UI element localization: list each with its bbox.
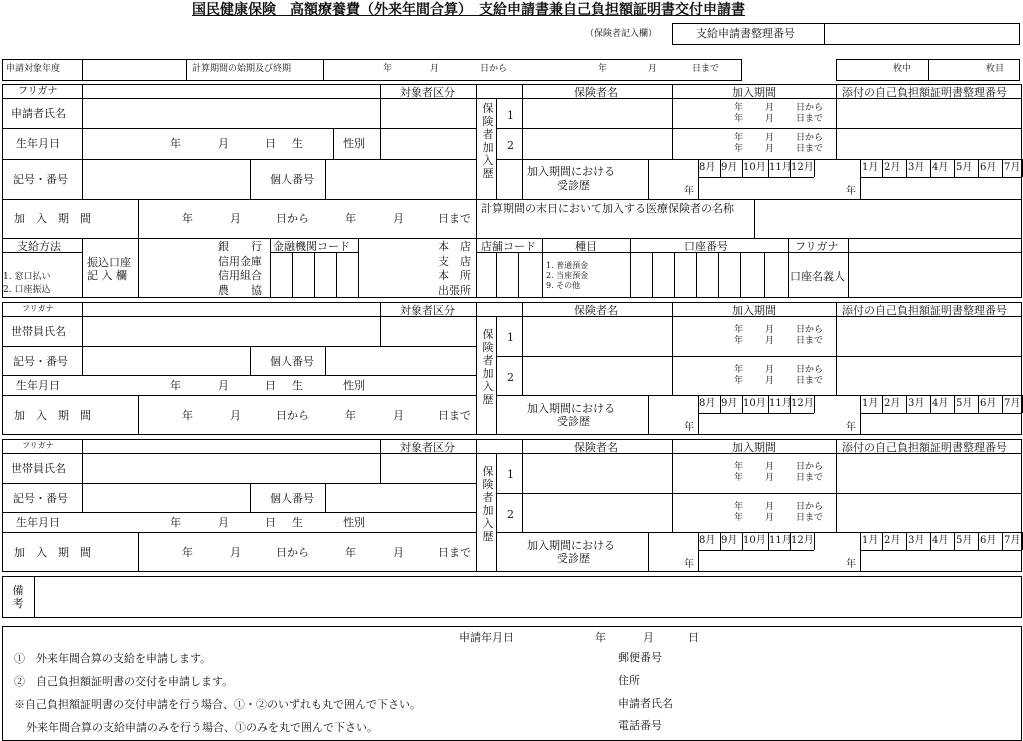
month-label: 9月 xyxy=(721,535,738,546)
birth-sei: 生 xyxy=(292,137,303,150)
m1-row-no-2: 2 xyxy=(507,371,514,384)
period-gatsu2: 月 xyxy=(648,64,658,74)
m1-kanyu-label: 加 入 期 間 xyxy=(14,409,91,422)
hoken-vertical-1: 保険者加入歴 xyxy=(482,102,494,180)
month-check-cell[interactable] xyxy=(769,179,789,197)
month-label: 9月 xyxy=(721,398,738,409)
m1-shinryo-1: 加入期間における xyxy=(527,402,615,415)
grid-nen-left: 年 xyxy=(684,422,694,433)
month-check-cell[interactable] xyxy=(980,415,1000,433)
m2-shinryo-1: 加入期間における xyxy=(527,539,615,552)
k1-made: 日まで xyxy=(796,114,824,124)
m2k2-nen: 年 xyxy=(734,502,744,512)
m1-birth-sei: 生 xyxy=(292,379,303,392)
koza-label: 口座番号 xyxy=(684,240,728,253)
bank-label: 銀 行 xyxy=(218,240,262,253)
k2-gatsu-b: 月 xyxy=(765,144,775,154)
item1[interactable]: ① 外来年間合算の支給を申請します。 xyxy=(14,652,212,665)
m2-birth-hi: 日 xyxy=(265,516,276,529)
month-label: 9月 xyxy=(721,162,738,173)
month-label: 10月 xyxy=(743,162,766,173)
shinryo-label-1: 加入期間における xyxy=(527,165,615,178)
m1-birth-hi: 日 xyxy=(265,379,276,392)
m2k2-made: 日まで xyxy=(796,513,824,523)
hoken-vertical-3: 保険者加入歴 xyxy=(482,465,494,543)
date-nen: 年 xyxy=(595,631,606,644)
m1-kanyu-kikan-label: 加入期間 xyxy=(732,304,776,317)
m1k1-nen: 年 xyxy=(734,325,744,335)
m2-birth-nen: 年 xyxy=(170,516,181,529)
month-check-cell[interactable] xyxy=(791,552,811,570)
kanyu-kikan-label: 加入期間 xyxy=(732,86,776,99)
month-label: 11月 xyxy=(769,162,792,173)
month-label: 2月 xyxy=(884,162,901,173)
month-check-cell[interactable] xyxy=(908,179,928,197)
m1k1-nen-b: 年 xyxy=(734,336,744,346)
insurer-note: （保険者記入欄） xyxy=(585,29,658,39)
month-check-cell[interactable] xyxy=(932,179,952,197)
m2k2-gatsu-b: 月 xyxy=(765,513,775,523)
month-label: 4月 xyxy=(932,398,949,409)
k1-nen-b: 年 xyxy=(734,114,744,124)
tenpu-label: 添付の自己負担額証明書整理番号 xyxy=(842,86,1007,99)
kikan-code-label: 金融機関コード xyxy=(273,240,350,253)
m2k1-gatsu-b: 月 xyxy=(765,473,775,483)
shumoku-label: 種目 xyxy=(575,240,597,253)
m1k2-made: 日まで xyxy=(796,376,824,386)
month-check-cell[interactable] xyxy=(862,415,882,433)
month-label: 6月 xyxy=(980,535,997,546)
m1-taisho-label: 対象者区分 xyxy=(400,304,455,317)
m2-birth-gatsu: 月 xyxy=(218,516,229,529)
month-label: 2月 xyxy=(884,398,901,409)
kanyu-gatsu2: 月 xyxy=(393,212,404,225)
month-label: 8月 xyxy=(699,162,716,173)
month-label: 7月 xyxy=(1004,398,1021,409)
month-label: 2月 xyxy=(884,535,901,546)
period-gatsu: 月 xyxy=(430,64,440,74)
month-check-cell[interactable] xyxy=(791,415,811,433)
applicant-contact-field[interactable] xyxy=(700,648,1018,738)
m2-kanyu-nen2: 年 xyxy=(345,546,356,559)
honsho-label: 本 所 xyxy=(438,269,471,282)
m2-furigana-label: フリガナ xyxy=(22,441,54,450)
m1k2-nen-b: 年 xyxy=(734,376,744,386)
k2-gatsu: 月 xyxy=(765,133,775,143)
m2-birth-sei: 生 xyxy=(292,516,303,529)
shuchojo-label: 出張所 xyxy=(438,284,471,297)
m2-kojin-label: 個人番号 xyxy=(270,492,314,505)
month-label: 3月 xyxy=(908,535,925,546)
biko-label: 備考 xyxy=(12,584,24,610)
month-check-cell[interactable] xyxy=(721,179,741,197)
m2k1-nen-b: 年 xyxy=(734,473,744,483)
grid-nen-right: 年 xyxy=(846,559,856,570)
period-kara: 日から xyxy=(480,64,508,74)
date-hi: 日 xyxy=(688,631,699,644)
meigi-furigana-label: フリガナ xyxy=(795,240,839,253)
page-maichu: 枚中 xyxy=(893,64,912,74)
month-check-cell[interactable] xyxy=(980,552,1000,570)
m1-kanyu-made: 日まで xyxy=(438,409,471,422)
period-made: 日まで xyxy=(692,64,720,74)
month-label: 12月 xyxy=(791,162,814,173)
month-label: 11月 xyxy=(769,398,792,409)
m2-row-no-1: 1 xyxy=(507,468,514,481)
sex-label: 性別 xyxy=(343,137,365,150)
m2-taisho-label: 対象者区分 xyxy=(400,441,455,454)
m1-birth-label: 生年月日 xyxy=(16,379,60,392)
month-label: 4月 xyxy=(932,162,949,173)
yubin-label: 郵便番号 xyxy=(618,651,662,664)
month-check-cell[interactable] xyxy=(956,415,976,433)
grid-nen-left: 年 xyxy=(684,186,694,197)
kumiai-label: 信用組合 xyxy=(218,269,262,282)
month-check-cell[interactable] xyxy=(884,179,904,197)
applicant-name-field[interactable] xyxy=(84,100,379,127)
applicant-name-label: 申請者氏名 xyxy=(11,107,66,120)
kamoku9[interactable]: 9. その他 xyxy=(546,281,581,290)
m1-name-field[interactable] xyxy=(84,318,379,345)
birth-label: 生年月日 xyxy=(16,137,60,150)
year-label: 申請対象年度 xyxy=(6,64,61,74)
kanyu-gatsu1: 月 xyxy=(230,212,241,225)
month-label: 7月 xyxy=(1004,535,1021,546)
m1-sex-label: 性別 xyxy=(343,379,365,392)
m1k2-kara: 日から xyxy=(796,365,824,375)
kanyu-label: 加 入 期 間 xyxy=(14,212,91,225)
month-check-cell[interactable] xyxy=(884,552,904,570)
month-label: 5月 xyxy=(956,535,973,546)
m2-hokensha-label: 保険者名 xyxy=(574,441,618,454)
m1-kanyu-kara: 日から xyxy=(276,409,309,422)
m2-birth-label: 生年月日 xyxy=(16,516,60,529)
m1-birth-nen: 年 xyxy=(170,379,181,392)
month-check-cell[interactable] xyxy=(699,179,719,197)
period-label: 計算期間の始期及び終期 xyxy=(192,64,292,74)
k1-gatsu-b: 月 xyxy=(765,114,775,124)
grid-nen-right: 年 xyxy=(846,186,856,197)
k2-made: 日まで xyxy=(796,144,824,154)
shimei-label: 申請者氏名 xyxy=(618,697,673,710)
m1-row-no-1: 1 xyxy=(507,331,514,344)
m2-kanyu-kara: 日から xyxy=(276,546,309,559)
m2-kigo-label: 記号・番号 xyxy=(13,492,68,505)
period-nen2: 年 xyxy=(598,64,608,74)
form-title: 国民健康保険 高額療養費（外来年間合算） 支給申請書兼自己負担額証明書交付申請書 xyxy=(192,2,745,18)
m1-tenpu-label: 添付の自己負担額証明書整理番号 xyxy=(842,304,1007,317)
month-check-cell[interactable] xyxy=(791,179,811,197)
month-label: 1月 xyxy=(862,398,879,409)
month-label: 10月 xyxy=(743,398,766,409)
month-label: 8月 xyxy=(699,398,716,409)
month-label: 7月 xyxy=(1004,162,1021,173)
m1k1-gatsu-b: 月 xyxy=(765,336,775,346)
month-check-cell[interactable] xyxy=(980,179,1000,197)
m1k1-made: 日まで xyxy=(796,336,824,346)
m2-kanyu-made: 日まで xyxy=(438,546,471,559)
m1-kigo-label: 記号・番号 xyxy=(13,355,68,368)
shinkin-label: 信用金庫 xyxy=(218,255,262,268)
month-check-cell[interactable] xyxy=(956,179,976,197)
m2-row-no-2: 2 xyxy=(507,508,514,521)
month-check-cell[interactable] xyxy=(743,415,763,433)
furigana-label: フリガナ xyxy=(18,86,58,97)
m2k1-made: 日まで xyxy=(796,473,824,483)
month-check-cell[interactable] xyxy=(1004,179,1023,197)
m1-hokensha-label: 保険者名 xyxy=(574,304,618,317)
month-check-cell[interactable] xyxy=(699,415,719,433)
month-check-cell[interactable] xyxy=(769,415,789,433)
furikomi-label-1: 振込口座 xyxy=(87,256,131,269)
m2-kanyu-kikan-label: 加入期間 xyxy=(732,441,776,454)
k1-kara: 日から xyxy=(796,103,824,113)
m2-kanyu-label: 加 入 期 間 xyxy=(14,546,91,559)
denwa-label: 電話番号 xyxy=(618,719,662,732)
m2k1-nen: 年 xyxy=(734,462,744,472)
kamoku2[interactable]: 2. 当座預金 xyxy=(546,271,589,280)
month-check-cell[interactable] xyxy=(769,552,789,570)
month-check-cell[interactable] xyxy=(721,415,741,433)
month-label: 5月 xyxy=(956,398,973,409)
seiri-label: 支給申請書整理番号 xyxy=(696,27,795,40)
note1: ※自己負担額証明書の交付申請を行う場合、①・②のいずれも丸で囲んで下さい。 xyxy=(14,698,421,711)
m1-birth-gatsu: 月 xyxy=(218,379,229,392)
kanyu-nen2: 年 xyxy=(345,212,356,225)
month-label: 5月 xyxy=(956,162,973,173)
month-check-cell[interactable] xyxy=(956,552,976,570)
month-label: 1月 xyxy=(862,162,879,173)
shiten-label: 支 店 xyxy=(438,255,471,268)
m2-kanyu-gatsu2: 月 xyxy=(393,546,404,559)
m2-kanyu-gatsu1: 月 xyxy=(230,546,241,559)
month-check-cell[interactable] xyxy=(743,179,763,197)
seiri-number-field[interactable] xyxy=(825,24,1019,44)
m1k1-kara: 日から xyxy=(796,325,824,335)
note2: 外来年間合算の支給申請のみを行う場合、①のみを丸で囲んで下さい。 xyxy=(26,721,378,734)
furikomi-label-2: 記 入 欄 xyxy=(87,269,127,282)
k1-gatsu: 月 xyxy=(765,103,775,113)
kojin-field[interactable] xyxy=(327,161,475,198)
k2-nen-b: 年 xyxy=(734,144,744,154)
m2k2-nen-b: 年 xyxy=(734,513,744,523)
month-label: 12月 xyxy=(791,398,814,409)
month-label: 3月 xyxy=(908,162,925,173)
birth-nen: 年 xyxy=(170,137,181,150)
m1k2-gatsu: 月 xyxy=(765,365,775,375)
tenpo-code-label: 店舗コード xyxy=(481,240,536,253)
kojin-label: 個人番号 xyxy=(270,173,314,186)
m2k1-gatsu: 月 xyxy=(765,462,775,472)
item2[interactable]: ② 自己負担額証明書の交付を申請します。 xyxy=(14,675,234,688)
month-label: 3月 xyxy=(908,398,925,409)
m1-kanyu-gatsu1: 月 xyxy=(230,409,241,422)
kanyu-kara: 日から xyxy=(276,212,309,225)
matsujitsu-label: 計算期間の末日において加入する医療保険者の名称 xyxy=(481,202,734,215)
biko-field[interactable] xyxy=(36,578,1020,616)
month-check-cell[interactable] xyxy=(1004,415,1023,433)
m2-tenpu-label: 添付の自己負担額証明書整理番号 xyxy=(842,441,1007,454)
m1-kanyu-nen2: 年 xyxy=(345,409,356,422)
meigi-field[interactable] xyxy=(850,254,1020,296)
k2-kara: 日から xyxy=(796,133,824,143)
month-check-cell[interactable] xyxy=(743,552,763,570)
taisho-label: 対象者区分 xyxy=(400,86,455,99)
row-no-1: 1 xyxy=(507,109,514,122)
shinryo-label-2: 受診歴 xyxy=(557,179,590,192)
month-check-cell[interactable] xyxy=(932,415,952,433)
m2k2-gatsu: 月 xyxy=(765,502,775,512)
month-check-cell[interactable] xyxy=(721,552,741,570)
month-label: 1月 xyxy=(862,535,879,546)
kanyu-nen1: 年 xyxy=(182,212,193,225)
m2-name-field[interactable] xyxy=(84,455,379,482)
month-label: 6月 xyxy=(980,398,997,409)
m1k2-gatsu-b: 月 xyxy=(765,376,775,386)
m2-name-label: 世帯員氏名 xyxy=(11,462,66,475)
grid-nen-right: 年 xyxy=(846,422,856,433)
hokensha-label: 保険者名 xyxy=(574,86,618,99)
jusho-label: 住所 xyxy=(618,674,640,687)
k2-nen: 年 xyxy=(734,133,744,143)
month-check-cell[interactable] xyxy=(908,415,928,433)
month-check-cell[interactable] xyxy=(908,552,928,570)
m1-kanyu-gatsu2: 月 xyxy=(393,409,404,422)
m2-shinryo-2: 受診歴 xyxy=(557,552,590,565)
m1-kanyu-nen1: 年 xyxy=(182,409,193,422)
month-check-cell[interactable] xyxy=(1004,552,1023,570)
month-label: 11月 xyxy=(769,535,792,546)
month-check-cell[interactable] xyxy=(932,552,952,570)
m2k2-kara: 日から xyxy=(796,502,824,512)
month-label: 8月 xyxy=(699,535,716,546)
m1-kojin-label: 個人番号 xyxy=(270,355,314,368)
m2-kanyu-nen1: 年 xyxy=(182,546,193,559)
birth-gatsu: 月 xyxy=(218,137,229,150)
m1k2-nen: 年 xyxy=(734,365,744,375)
kigo-label: 記号・番号 xyxy=(13,173,68,186)
month-label: 6月 xyxy=(980,162,997,173)
month-check-cell[interactable] xyxy=(862,179,882,197)
date-label: 申請年月日 xyxy=(459,631,514,644)
kanyu-made: 日まで xyxy=(438,212,471,225)
pay-opt1[interactable]: 1. 窓口払い xyxy=(3,272,51,282)
grid-nen-left: 年 xyxy=(684,559,694,570)
date-gatsu: 月 xyxy=(643,631,654,644)
m1-shinryo-2: 受診歴 xyxy=(557,415,590,428)
m2-sex-label: 性別 xyxy=(343,516,365,529)
page-maime: 枚目 xyxy=(986,64,1005,74)
m2k1-kara: 日から xyxy=(796,462,824,472)
honten-label: 本 店 xyxy=(438,240,471,253)
birth-hi: 日 xyxy=(265,137,276,150)
nokyo-label: 農 協 xyxy=(218,284,262,297)
m1-name-label: 世帯員氏名 xyxy=(11,325,66,338)
k1-nen: 年 xyxy=(734,103,744,113)
m1-furigana-label: フリガナ xyxy=(22,304,54,313)
month-label: 12月 xyxy=(791,535,814,546)
hoken-vertical-2: 保険者加入歴 xyxy=(482,328,494,406)
kigo-field[interactable] xyxy=(84,161,249,198)
month-check-cell[interactable] xyxy=(862,552,882,570)
month-check-cell[interactable] xyxy=(699,552,719,570)
kamoku1[interactable]: 1. 普通預金 xyxy=(546,261,589,270)
pay-method-label: 支給方法 xyxy=(17,240,61,253)
pay-opt2[interactable]: 2. 口座振込 xyxy=(3,285,51,295)
target-year-field[interactable] xyxy=(84,61,184,79)
period-nen: 年 xyxy=(383,64,393,74)
month-check-cell[interactable] xyxy=(884,415,904,433)
month-label: 10月 xyxy=(743,535,766,546)
row-no-2: 2 xyxy=(507,139,514,152)
meigi-label: 口座名義人 xyxy=(790,270,845,283)
month-label: 4月 xyxy=(932,535,949,546)
m1k1-gatsu: 月 xyxy=(765,325,775,335)
